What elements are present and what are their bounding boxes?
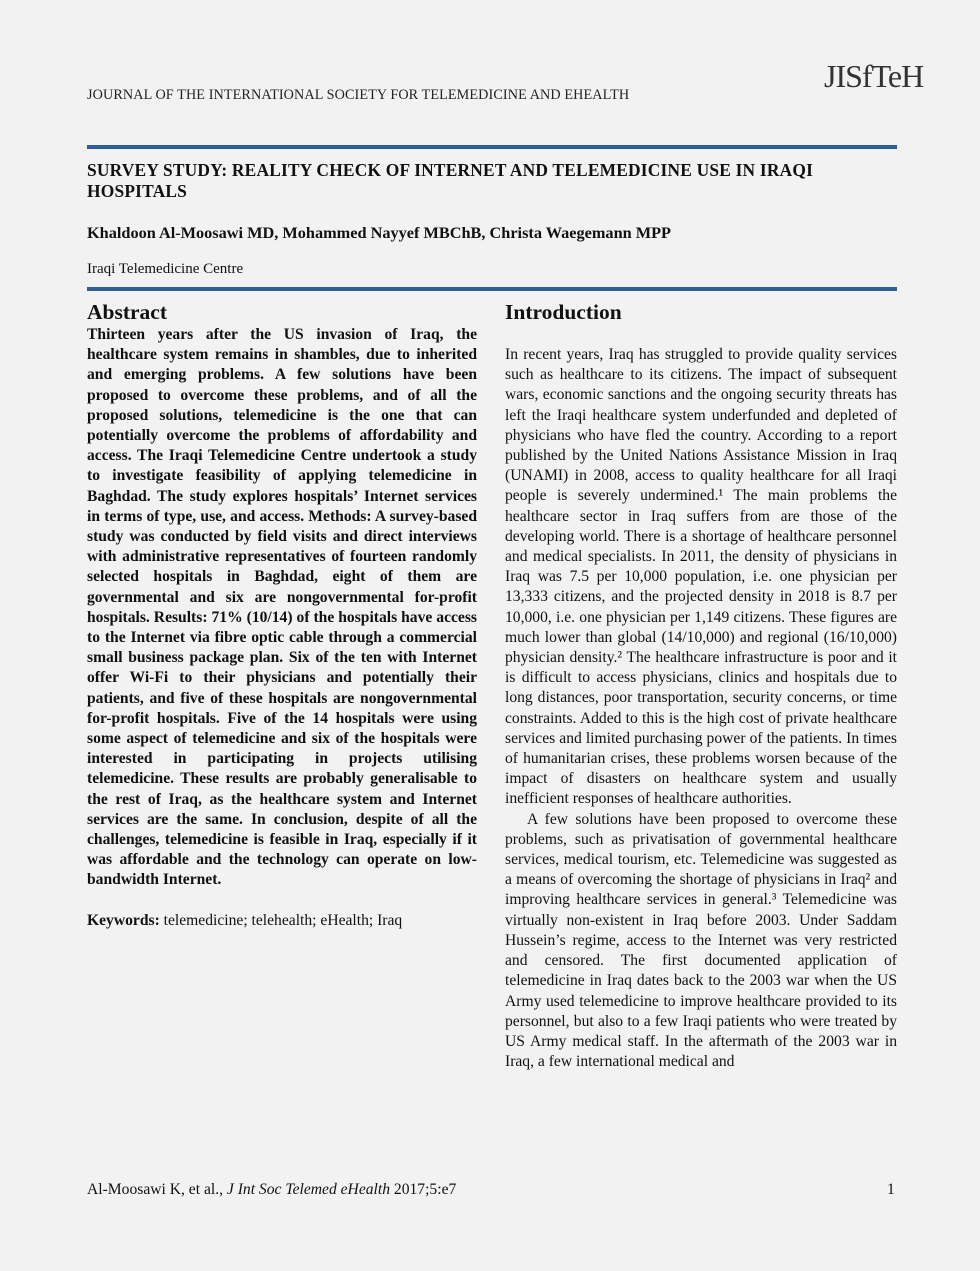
citation-suffix: 2017;5:e7 bbox=[390, 1181, 457, 1198]
logo-text: JISfTeH bbox=[824, 58, 924, 94]
introduction-heading: Introduction bbox=[505, 300, 622, 324]
journal-logo bbox=[824, 58, 923, 95]
introduction-column bbox=[505, 299, 897, 1072]
citation-prefix: Al-Moosawi K, et al., bbox=[87, 1181, 227, 1198]
keywords-text: telemedicine; telehealth; eHealth; Iraq bbox=[159, 911, 403, 929]
article-authors: Khaldoon Al-Moosawi MD, Mohammed Nayyef MBChB, Christa Waegemann MPP bbox=[87, 223, 672, 242]
introduction-paragraph-2: A few solutions have been proposed to overcome these problems, such as privatisation of governmental healthcare services, medical tourism, etc. Telemedicine was suggested as a means of overcoming the shortage of physicians in Iraq² and improving healthcare services in general.³ Telemedicine was virtually non-existent in Iraq before 2003. Under Saddam Hussein’s regime, access to the Internet was very restricted and censored. The first documented application of telemedicine in Iraq dates back to the 2003 war when the US Army used telemedicine to improve healthcare provided to its personnel, but also to a few Iraqi patients who were treated by US Army medical staff. In the aftermath of the 2003 war in Iraq, a few international medical and bbox=[505, 810, 897, 1071]
abstract-body: Thirteen years after the US invasion of Iraq, the healthcare system remains in shambles, due to inherited and emerging problems. A few solutions have been proposed to overcome these problems, and of all the proposed solutions, telemedicine is the one that can potentially overcome the problems of affordability and access. The Iraqi Telemedicine Centre undertook a study to investigate feasibility of applying telemedicine in Baghdad. The study explores hospitals’ Internet services in terms of type, use, and access. Methods: A survey-based study was conducted by field visits and direct interviews with administrative representatives of fourteen randomly selected hospitals in Baghdad, eight of them are governmental and six are nongovernmental for-profit hospitals. Results: 71% (10/14) of the hospitals have access to the Internet via fibre optic cable through a commercial small business package plan. Six of the ten with Internet offer Wi-Fi to their physicians and potentially their patients, and five of these hospitals are nongovernmental for-profit hospitals. Five of the 14 hospitals were using some aspect of telemedicine and six of the hospitals were interested in participating in projects utilising telemedicine. These results are probably generalisable to the rest of Iraq, as the healthcare system and Internet services are the same. In conclusion, despite of all the challenges, telemedicine is feasible in Iraq, especially if it was affordable and the technology can operate on low-bandwidth Internet. bbox=[87, 326, 477, 889]
page-number: 1 bbox=[887, 1181, 895, 1198]
keywords-label: Keywords: bbox=[87, 911, 160, 929]
keywords bbox=[87, 911, 477, 931]
introduction-paragraph-1: In recent years, Iraq has struggled to provide quality services such as healthcare to its citizens. The impact of subsequent wars, economic sanctions and the ongoing security threats has left the Iraqi healthcare system underfunded and depleted of physicians who have fled the country. According to a report published by the United Nations Assistance Mission in Iraq (UNAMI) in 2008, access to quality healthcare for all Iraqi people is severely undermined.¹ The main problems the healthcare sector in Iraq suffers from are those of the developing world. There is a shortage of healthcare personnel and medical specialists. In 2011, the density of physicians in Iraq was 7.5 per 10,000 population, i.e. one physician per 13,333 citizens, and the projected density in 2018 is 8.7 per 10,000, i.e. one physician per 1,149 citizens. These figures are much lower than global (14/10,000) and regional (16/10,000) physician density.² The healthcare infrastructure is poor and it is difficult to access physicians, clinics and hospitals due to long distances, poor transportation, security concerns, or time constraints. Added to this is the high cost of private healthcare services and limited purchasing power of the patients. In times of humanitarian crises, these problems worsen because of the impact of disasters on healthcare system and usually inefficient responses of healthcare authorities. bbox=[505, 346, 897, 808]
footer-citation bbox=[87, 1181, 456, 1199]
section-rule bbox=[87, 287, 897, 291]
abstract-heading: Abstract bbox=[87, 300, 168, 324]
header-rule bbox=[87, 145, 897, 149]
article-title: SURVEY STUDY: REALITY CHECK OF INTERNET AND TELEMEDICINE USE IN IRAQI HOSPITALS bbox=[87, 160, 814, 201]
article-affiliation: Iraqi Telemedicine Centre bbox=[87, 261, 244, 277]
abstract-column bbox=[87, 299, 477, 931]
journal-header: JOURNAL OF THE INTERNATIONAL SOCIETY FOR TELEMEDICINE AND EHEALTH bbox=[87, 87, 630, 103]
citation-journal: J Int Soc Telemed eHealth bbox=[226, 1181, 391, 1198]
